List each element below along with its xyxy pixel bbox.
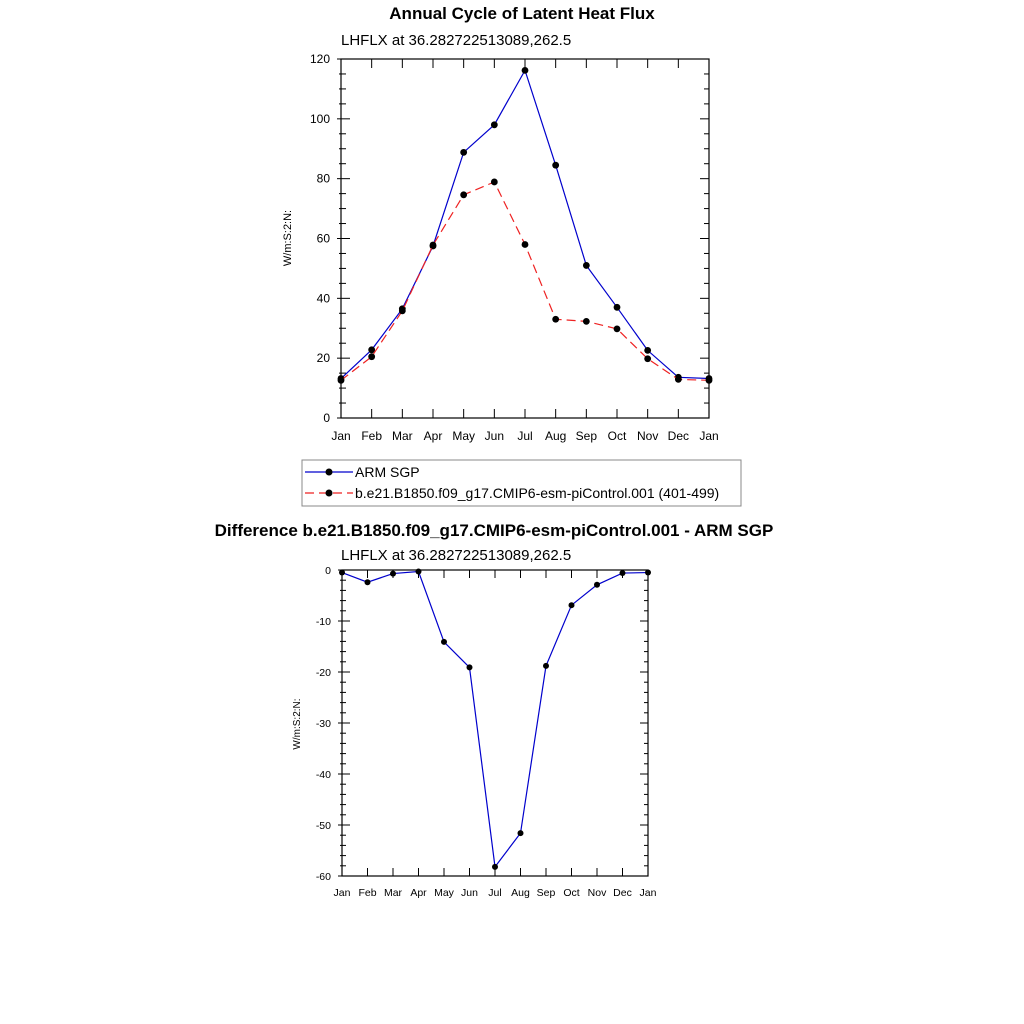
difference-x-tick-label: Jun xyxy=(461,887,478,899)
series-1-point xyxy=(430,242,437,249)
y-tick-label: 0 xyxy=(323,411,330,425)
difference-chart-subtitle: LHFLX at 36.282722513089,262.5 xyxy=(341,547,572,564)
x-tick-label: Aug xyxy=(544,429,567,443)
difference-x-tick-label: Jan xyxy=(639,887,657,899)
difference-y-tick-label: -40 xyxy=(315,769,331,781)
series-1-point xyxy=(583,318,590,325)
difference-x-tick-label: Apr xyxy=(410,887,427,899)
legend-marker-model xyxy=(326,490,333,497)
x-tick-label: Sep xyxy=(575,429,598,443)
series-0-point xyxy=(491,121,498,128)
legend xyxy=(302,460,741,506)
series-1-point xyxy=(522,241,529,248)
series-0-point xyxy=(522,67,529,74)
difference-y-tick-label: 0 xyxy=(325,565,331,577)
y-tick-label: 60 xyxy=(316,231,330,246)
chart-subtitle: LHFLX at 36.282722513089,262.5 xyxy=(341,32,572,49)
difference-x-tick-label: Jan xyxy=(333,887,351,899)
legend-item-model xyxy=(305,485,719,501)
series-1-point xyxy=(614,325,621,332)
difference-x-tick-label: Oct xyxy=(563,887,580,899)
difference-series-0-point xyxy=(620,570,626,576)
x-tick-label: Jan xyxy=(331,429,351,443)
difference-x-tick-label: May xyxy=(434,887,454,899)
difference-y-tick-label: -50 xyxy=(315,820,331,832)
x-tick-label: Dec xyxy=(667,429,690,443)
difference-y-tick-label: -10 xyxy=(315,616,331,628)
difference-y-tick-label: -60 xyxy=(315,871,331,883)
series-1-point xyxy=(675,376,682,383)
series-0-point xyxy=(552,162,559,169)
difference-x-tick-label: Nov xyxy=(587,887,607,899)
difference-series-0-point xyxy=(467,664,473,670)
y-tick-label: 80 xyxy=(316,171,330,186)
difference-series-0-point xyxy=(518,830,524,836)
x-tick-label: Feb xyxy=(361,429,383,443)
difference-y-axis-label: W/m:S:2:N: xyxy=(292,698,303,750)
series-0-point xyxy=(614,304,621,311)
series-1-point xyxy=(491,179,498,186)
difference-x-tick-label: Sep xyxy=(536,887,556,899)
difference-x-tick-label: Aug xyxy=(511,887,530,899)
series-1-point xyxy=(460,191,467,198)
difference-x-tick-label: Jul xyxy=(488,887,502,899)
difference-x-tick-label: Dec xyxy=(613,887,632,899)
difference-series-0-point xyxy=(390,571,396,577)
y-tick-label: 20 xyxy=(316,351,330,366)
x-tick-label: Apr xyxy=(423,429,443,443)
difference-series-0-point xyxy=(569,602,575,608)
series-1-point xyxy=(644,355,651,362)
difference-y-tick-label: -20 xyxy=(315,667,331,679)
difference-x-tick-label: Feb xyxy=(358,887,377,899)
difference-series-0-point xyxy=(441,639,447,645)
y-tick-label: 120 xyxy=(309,52,330,66)
legend-label-arm-sgp: ARM SGP xyxy=(355,464,420,480)
series-1-point xyxy=(552,316,559,323)
difference-x-tick-label: Mar xyxy=(383,887,403,899)
x-tick-label: May xyxy=(452,429,476,443)
difference-series-0-point xyxy=(543,663,549,669)
difference-series-0-point xyxy=(492,864,498,870)
series-1-point xyxy=(368,353,375,360)
difference-y-tick-label: -30 xyxy=(315,718,331,730)
difference-chart-title: Difference b.e21.B1850.f09_g17.CMIP6-esm-piControl.001 - ARM SGP xyxy=(214,521,774,540)
series-0-point xyxy=(460,149,467,156)
y-tick-label: 100 xyxy=(309,111,330,126)
y-tick-label: 40 xyxy=(316,291,330,306)
legend-marker-arm-sgp xyxy=(326,469,333,476)
x-tick-label: Nov xyxy=(636,429,659,443)
x-tick-label: Jun xyxy=(484,429,505,443)
difference-series-0-point xyxy=(365,579,371,585)
y-axis-label: W/m:S:2:N: xyxy=(282,209,294,267)
series-0-point xyxy=(644,347,651,354)
series-0-point xyxy=(583,262,590,269)
x-tick-label: Oct xyxy=(607,429,627,443)
difference-series-0-point xyxy=(594,582,600,588)
x-tick-label: Mar xyxy=(391,429,413,443)
x-tick-label: Jan xyxy=(699,429,719,443)
legend-label-model: b.e21.B1850.f09_g17.CMIP6-esm-piControl.001 (401-499) xyxy=(355,485,720,501)
x-tick-label: Jul xyxy=(517,429,533,443)
chart-title: Annual Cycle of Latent Heat Flux xyxy=(389,4,655,23)
series-1-point xyxy=(399,307,406,314)
